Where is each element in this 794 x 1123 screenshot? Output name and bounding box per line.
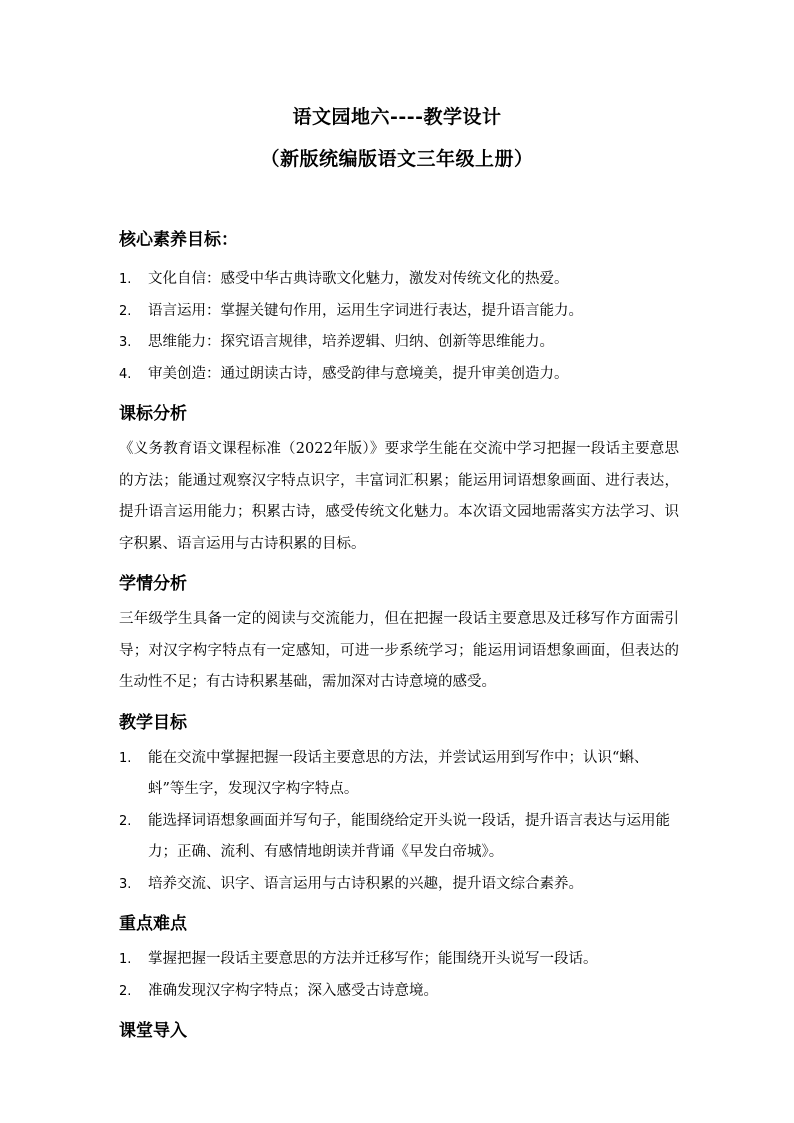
students-paragraph: 三年级学生具备一定的阅读与交流能力，但在把握一段话主要意思及迁移写作方面需引导；对汉字构字特点有一定感知，可进一步系统学习；能运用词语想象画面，但表达的生动性不足；有古诗积累基础，需加深对古诗意境的感受。 — [119, 611, 679, 690]
key-points-list — [119, 944, 679, 1007]
list-item: 1. 掌握把握一段话主要意思的方法并迁移写作；能围绕开头说写一段话。 — [119, 951, 598, 967]
curriculum-paragraph: 《义务教育语文课程标准（2022年版）》要求学生能在交流中学习把握一段话主要意思的方法；能通过观察汉字特点识字，丰富词汇积累；能运用词语想象画面、进行表达，提升语言运用能力；积累古诗，感受传统文化魅力。本次语文园地需落实方法学习、识字积累、语言运用与古诗积累的目标。 — [119, 441, 679, 552]
section-heading-keypoints: 重点难点 — [119, 914, 187, 934]
list-item: 1. 文化自信：感受中华古典诗歌文化魅力，激发对传统文化的热爱。 — [119, 271, 569, 287]
list-item: 2. 语言运用：掌握关键句作用，运用生字词进行表达，提升语言能力。 — [119, 302, 583, 319]
section-heading-curriculum: 课标分析 — [119, 404, 187, 424]
document-title: 语文园地六----教学设计 — [292, 106, 502, 128]
section-heading-intro: 课堂导入 — [119, 1021, 187, 1041]
section-heading-students: 学情分析 — [119, 574, 187, 594]
teaching-goals-list — [119, 743, 679, 901]
list-item: 3. 培养交流、识字、语言运用与古诗积累的兴趣，提升语文综合素养。 — [119, 875, 583, 892]
list-item: 3. 思维能力：探究语言规律，培养逻辑、归纳、创新等思维能力。 — [119, 334, 554, 350]
document-subtitle: （新版统编版语文三年级上册） — [260, 148, 534, 170]
list-item: 4. 审美创造：通过朗读古诗，感受韵律与意境美，提升审美创造力。 — [119, 365, 569, 382]
list-item: 2. 能选择词语想象画面并写句子，能围绕给定开头说一段话，提升语言表达与运用能力；正确、流利、有感情地朗读并背诵《早发白帝城》。 — [119, 812, 670, 860]
list-item: 1. 能在交流中掌握把握一段话主要意思的方法，并尝试运用到写作中；认识“蝌、蚪”等生字，发现汉字构字特点。 — [119, 749, 649, 797]
document-body — [119, 228, 679, 1051]
section-heading-goals: 教学目标 — [119, 712, 187, 733]
section-heading-core: 核心素养目标： — [119, 230, 238, 250]
list-item: 2. 准确发现汉字构字特点；深入感受古诗意境。 — [119, 982, 438, 999]
core-goals-list — [119, 264, 679, 390]
